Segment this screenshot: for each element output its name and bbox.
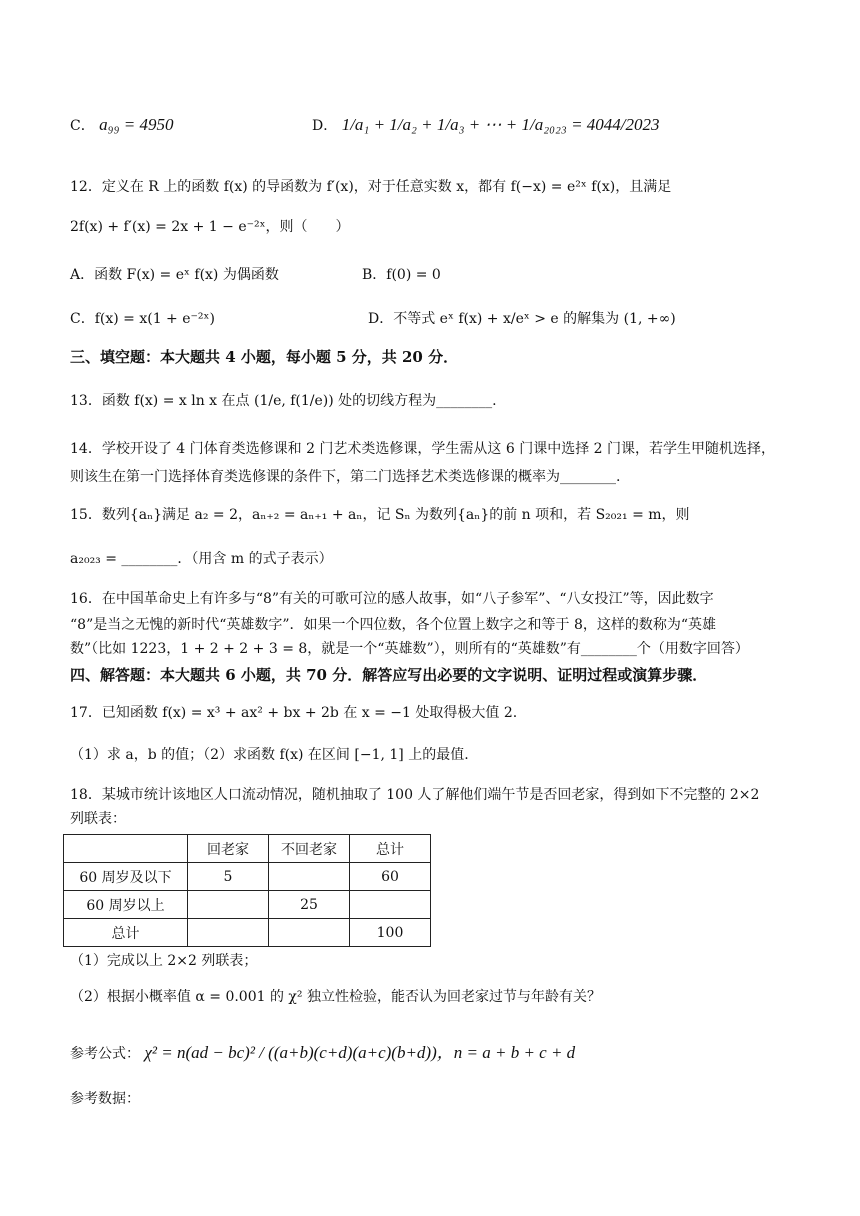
contingency-table: [63, 834, 431, 947]
q18-data-label: 参考数据：: [70, 1091, 140, 1107]
table-header-row: [64, 835, 431, 863]
option-label: D．: [312, 118, 338, 134]
table-cell: [188, 891, 269, 919]
q12-option-d: D．不等式 eˣ f(x) + x/eˣ > e 的解集为 (1, +∞): [368, 311, 676, 327]
q12-option-c: C．f(x) = x(1 + e⁻²ˣ): [70, 311, 215, 327]
math-expression: 1/a₁ + 1/a₂ + 1/a₃ + ⋯ + 1/a₂₀₂₃ = 4044/2023: [341, 115, 660, 134]
table-cell: 60 周岁及以下: [64, 863, 188, 891]
q11-option-d: [312, 114, 660, 137]
q12-option-a: A．函数 F(x) = eˣ f(x) 为偶函数: [70, 267, 279, 283]
q11-option-c: [70, 114, 173, 137]
option-label: C．: [70, 118, 95, 134]
q18-line1: 18．某城市统计该地区人口流动情况，随机抽取了 100 人了解他们端午节是否回老家，得到如下不完整的 2×2: [70, 787, 760, 803]
table-cell: [350, 891, 431, 919]
q13-text: 13．函数 f(x) = x ln x 在点 (1/e, f(1/e)) 处的切线方程为________.: [70, 393, 497, 409]
q18-part1: （1）完成以上 2×2 列联表；: [70, 953, 258, 969]
q12-option-b: B．f(0) = 0: [362, 267, 441, 283]
q16-line1: 16．在中国革命史上有许多与“8”有关的可歌可泣的感人故事，如“八子参军”、“八女投江”等，因此数字: [70, 591, 714, 607]
table-cell: 60: [350, 863, 431, 891]
table-cell: 100: [350, 919, 431, 947]
table-row: [64, 891, 431, 919]
q16-line2: “8”是当之无愧的新时代“英雄数字”．如果一个四位数，各个位置上数字之和等于 8，这样的数称为“英雄: [70, 617, 717, 633]
q14-line2: 则该生在第一门选择体育类选修课的条件下，第二门选择艺术类选修课的概率为________.: [70, 469, 621, 485]
q16-line3: 数”（比如 1223，1 + 2 + 2 + 3 = 8，就是一个“英雄数”），则所有的“英雄数”有________个（用数字回答）: [70, 641, 749, 657]
table-cell: [269, 863, 350, 891]
table-row: [64, 919, 431, 947]
q18-part2: （2）根据小概率值 α = 0.001 的 χ² 独立性检验，能否认为回老家过节与年龄有关？: [70, 989, 601, 1005]
q18-formula: [70, 1042, 575, 1065]
table-row: [64, 863, 431, 891]
q15-line2: a₂₀₂₃ = ________．（用含 m 的式子表示）: [70, 551, 333, 567]
q15-line1: 15．数列{aₙ}满足 a₂ = 2，aₙ₊₂ = aₙ₊₁ + aₙ，记 Sₙ 为数列{aₙ}的前 n 项和，若 S₂₀₂₁ = m，则: [70, 507, 690, 523]
table-cell: 5: [188, 863, 269, 891]
q12-stem-line1: 12．定义在 R 上的函数 f(x) 的导函数为 f′(x)，对于任意实数 x，都有 f(−x) = e²ˣ f(x)，且满足: [70, 179, 672, 195]
q17-line2: （1）求 a，b 的值；（2）求函数 f(x) 在区间 [−1, 1] 上的最值.: [70, 747, 469, 763]
q18-line2: 列联表：: [70, 811, 126, 827]
math-expression: a₉₉ = 4950: [99, 115, 174, 134]
table-cell: [269, 919, 350, 947]
table-header-cell: 回老家: [188, 835, 269, 863]
table-cell: 25: [269, 891, 350, 919]
table-header-cell: 不回老家: [269, 835, 350, 863]
table-cell: [188, 919, 269, 947]
q17-line1: 17．已知函数 f(x) = x³ + ax² + bx + 2b 在 x = −1 处取得极大值 2.: [70, 705, 518, 721]
q14-line1: 14．学校开设了 4 门体育类选修课和 2 门艺术类选修课，学生需从这 6 门课中选择 2 门课，若学生甲随机选择，: [70, 441, 776, 457]
chi-square-formula: χ² = n(ad − bc)² / ((a+b)(c+d)(a+c)(b+d))，n = a + b + c + d: [144, 1043, 576, 1062]
table-header-cell: 总计: [350, 835, 431, 863]
section-4-heading: 四、解答题：本大题共 6 小题，共 70 分．解答应写出必要的文字说明、证明过程或演算步骤．: [70, 666, 708, 684]
table-cell: 总计: [64, 919, 188, 947]
table-header-cell: [64, 835, 188, 863]
formula-label: 参考公式：: [70, 1046, 140, 1062]
section-3-heading: 三、填空题：本大题共 4 小题，每小题 5 分，共 20 分．: [70, 348, 459, 366]
table-cell: 60 周岁以上: [64, 891, 188, 919]
q12-stem-line2: 2f(x) + f′(x) = 2x + 1 − e⁻²ˣ，则（ ）: [70, 219, 350, 235]
